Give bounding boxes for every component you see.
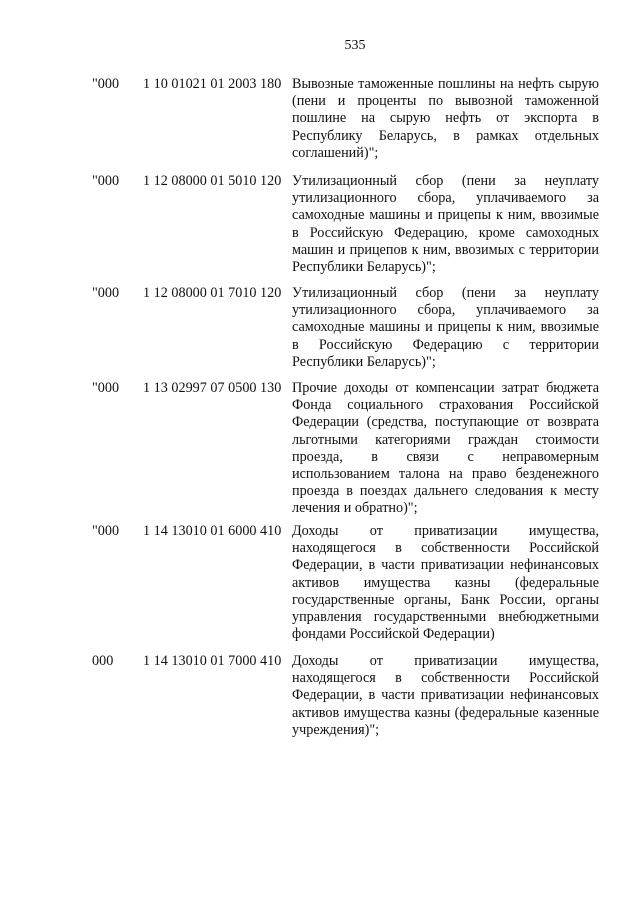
- budget-classification-code: 1 14 13010 01 6000 410: [143, 523, 282, 539]
- income-description: Утилизационный сбор (пени за неуплату утилизационного сбора, уплачиваемого за самоходные машины и прицепы к ним, ввозимые в Российскую Федерацию, кроме самоходных машин и прицепов к ним, ввозимых с территории Республики Беларусь)";: [292, 173, 599, 276]
- income-description: Прочие доходы от компенсации затрат бюджета Фонда социального страхования Российской Федерации (средства, поступающие от возврата льготными категориями граждан стоимости проезда, в связи с неправомерным использованием талона на право безденежного проезда в поездах дальнего следования к месту лечения и обратно)";: [292, 380, 599, 517]
- admin-code: "000: [92, 285, 120, 301]
- admin-code: 000: [92, 653, 114, 669]
- admin-code: "000: [92, 76, 120, 92]
- income-description: Утилизационный сбор (пени за неуплату утилизационного сбора, уплачиваемого за самоходные машины и прицепы к ним, ввозимые в Российскую Федерацию с территории Республики Беларусь)";: [292, 285, 599, 370]
- income-description: Доходы от приватизации имущества, находящегося в собственности Российской Федерации, в части приватизации нефинансовых активов имущества казны (федеральные государственные органы, Банк России, органы управления государственными внебюджетными фондами Российской Федерации): [292, 523, 599, 643]
- page-number: 535: [344, 38, 366, 53]
- income-description: Доходы от приватизации имущества, находящегося в собственности Российской Федерации, в части приватизации нефинансовых активов имущества казны (федеральные казенные учреждения)";: [292, 653, 599, 738]
- budget-classification-code: 1 10 01021 01 2003 180: [143, 76, 282, 92]
- admin-code: "000: [92, 173, 120, 189]
- budget-classification-code: 1 14 13010 01 7000 410: [143, 653, 282, 669]
- budget-classification-code: 1 12 08000 01 7010 120: [143, 285, 282, 301]
- budget-classification-code: 1 12 08000 01 5010 120: [143, 173, 282, 189]
- budget-classification-code: 1 13 02997 07 0500 130: [143, 380, 282, 396]
- admin-code: "000: [92, 380, 120, 396]
- admin-code: "000: [92, 523, 120, 539]
- income-description: Вывозные таможенные пошлины на нефть сырую (пени и проценты по вывозной таможенной пошлине на сырую нефть от экспорта в Республику Беларусь, в рамках отдельных соглашений)";: [292, 76, 599, 161]
